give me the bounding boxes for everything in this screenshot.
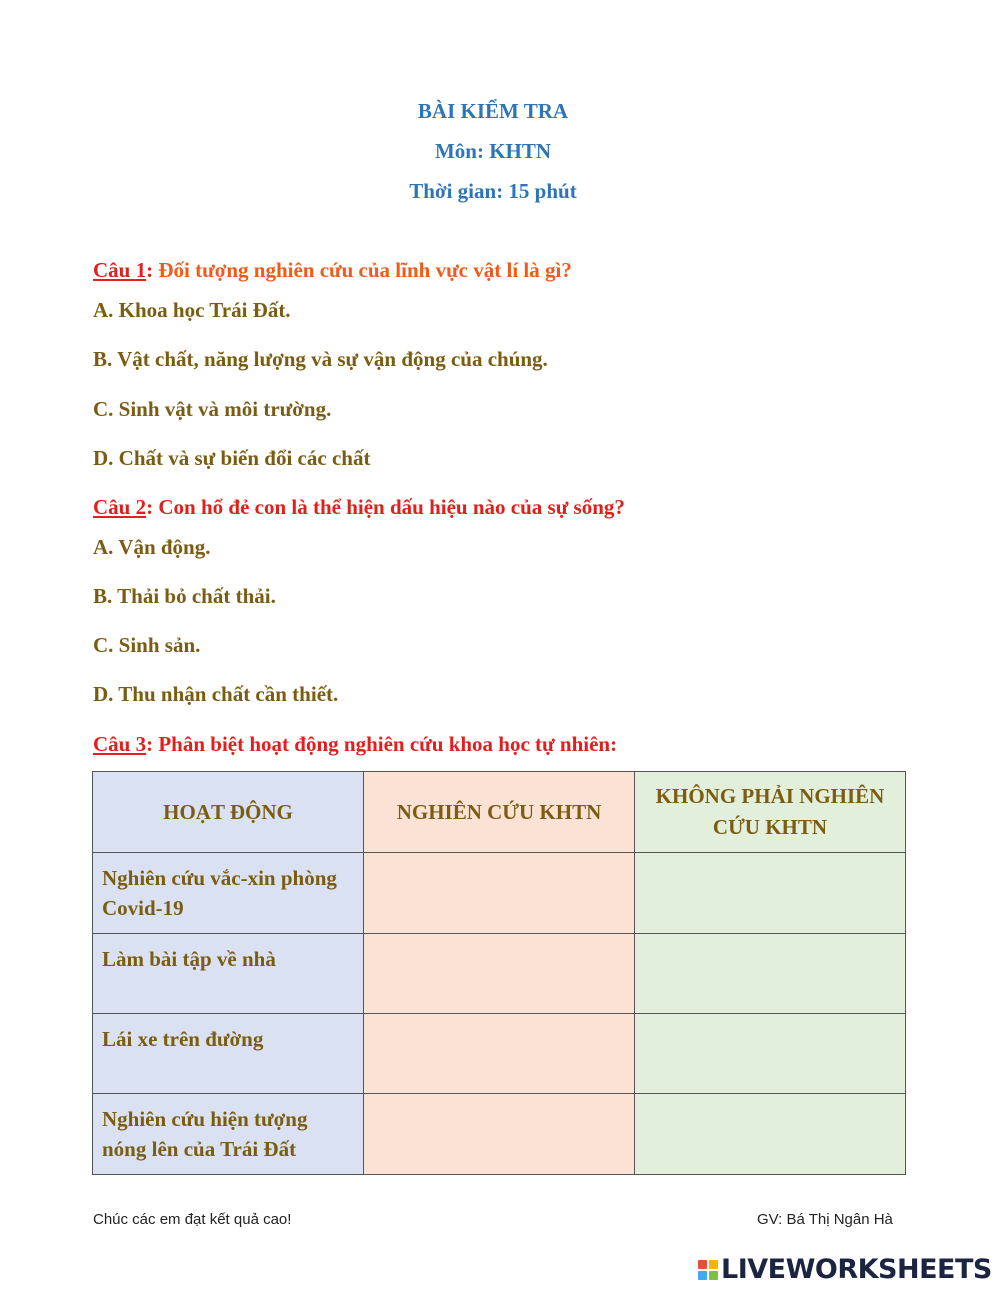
drop-zone-not-research[interactable] [635,1014,906,1094]
drop-zone-not-research[interactable] [635,1094,906,1175]
drop-zone-not-research[interactable] [635,934,906,1014]
table-header-row [93,772,906,853]
header-not-research-label: KHÔNG PHẢI NGHIÊN CỨU KHTN [655,784,885,839]
activity-cell [93,1094,364,1175]
drop-zone-research[interactable] [364,1094,635,1175]
header-not-research [635,772,906,853]
title-block [0,95,986,215]
q2-option-a[interactable]: A. Vận động. [93,535,211,559]
brand-name: LIVEWORKSHEETS [721,1254,992,1285]
question-3-heading: Câu 3: Phân biệt hoạt động nghiên cứu khoa học tự nhiên: [93,732,618,756]
question-number: Câu 2 [93,495,147,519]
q2-option-c[interactable]: C. Sinh sản. [93,633,201,657]
drop-zone-research[interactable] [364,1014,635,1094]
question-text: Đối tượng nghiên cứu của lĩnh vực vật lí là gì? [158,258,572,282]
drop-zone-research[interactable] [364,934,635,1014]
header-research: NGHIÊN CỨU KHTN [364,772,635,853]
activity-cell [93,934,364,1014]
footer-wish: Chúc các em đạt kết quả cao! [93,1211,292,1228]
activity-label[interactable]: Nghiên cứu hiện tượng nóng lên của Trái Đất [102,1107,308,1161]
table-row [93,853,906,934]
activity-label[interactable]: Lái xe trên đường [102,1027,264,1051]
question-text: Con hổ đẻ con là thể hiện dấu hiệu nào của sự sống? [158,495,625,519]
test-title: BÀI KIỂM TRA [417,99,569,123]
activity-cell [93,853,364,934]
activity-label[interactable]: Làm bài tập về nhà [102,947,276,971]
question-1-heading: Câu 1: Đối tượng nghiên cứu của lĩnh vực vật lí là gì? [93,258,572,282]
liveworksheets-brand [698,1254,992,1285]
q1-option-b[interactable]: B. Vật chất, năng lượng và sự vận động của chúng. [93,347,548,371]
question-number: Câu 1 [93,258,147,282]
table-row [93,1094,906,1175]
q2-option-d[interactable]: D. Thu nhận chất cần thiết. [93,682,339,706]
question-text: Phân biệt hoạt động nghiên cứu khoa học tự nhiên: [158,732,618,756]
q1-option-c[interactable]: C. Sinh vật và môi trường. [93,397,332,421]
header-activity: HOẠT ĐỘNG [93,772,364,853]
activity-label[interactable]: Nghiên cứu vắc-xin phòng Covid-19 [102,866,337,920]
footer-teacher: GV: Bá Thị Ngân Hà [757,1211,893,1228]
q1-option-a[interactable]: A. Khoa học Trái Đất. [93,298,291,322]
table-row [93,934,906,1014]
subject-line: Môn: KHTN [434,139,552,163]
drop-zone-not-research[interactable] [635,853,906,934]
q1-option-d[interactable]: D. Chất và sự biến đổi các chất [93,446,371,470]
q2-option-b[interactable]: B. Thải bỏ chất thải. [93,584,276,608]
question-2-heading: Câu 2: Con hổ đẻ con là thể hiện dấu hiệu nào của sự sống? [93,495,625,519]
question-number: Câu 3 [93,732,147,756]
time-line: Thời gian: 15 phút [409,179,577,203]
liveworksheets-logo-icon [698,1260,718,1280]
activity-table [92,771,906,1175]
drop-zone-research[interactable] [364,853,635,934]
table-row [93,1014,906,1094]
activity-cell [93,1014,364,1094]
